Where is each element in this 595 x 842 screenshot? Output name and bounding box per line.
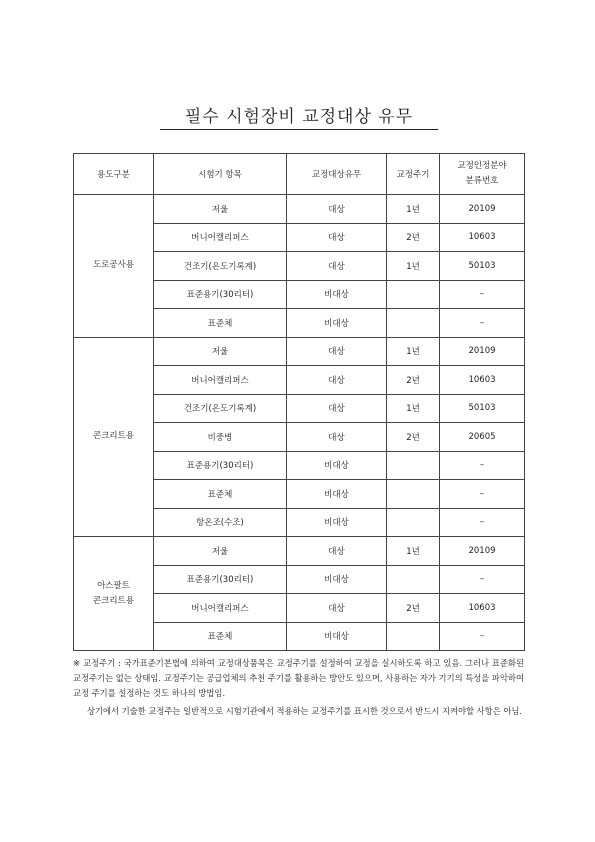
cell-period: 1년 xyxy=(387,337,440,366)
cell-code: 20109 xyxy=(440,195,525,224)
cell-target: 대상 xyxy=(287,537,387,566)
cell-item: 버니어캘리퍼스 xyxy=(154,594,287,623)
cell-period xyxy=(387,565,440,594)
cell-target: 대상 xyxy=(287,223,387,252)
cell-period xyxy=(387,622,440,651)
cell-item: 표준용기(30리터) xyxy=(154,280,287,309)
cell-code: – xyxy=(440,508,525,537)
cell-item: 표준체 xyxy=(154,622,287,651)
cell-code: – xyxy=(440,280,525,309)
table-row xyxy=(74,195,525,224)
header-period: 교정주기 xyxy=(387,154,440,195)
cell-item: 표준체 xyxy=(154,309,287,338)
note-disclaimer: 상기에서 기술한 교정주는 일반적으로 시험기관에서 적용하는 교정주기를 표시한 것으로서 반드시 지켜야할 사항은 아님. xyxy=(87,705,523,716)
cell-usage: 도로공사용 xyxy=(74,195,154,338)
cell-period xyxy=(387,508,440,537)
cell-item: 건조기(온도기록계) xyxy=(154,252,287,281)
cell-item: 표준체 xyxy=(154,480,287,509)
cell-code: – xyxy=(440,565,525,594)
cell-period xyxy=(387,309,440,338)
cell-code: 10603 xyxy=(440,223,525,252)
cell-code: – xyxy=(440,451,525,480)
cell-code: – xyxy=(440,309,525,338)
calibration-table xyxy=(73,153,525,651)
cell-item: 항온조(수조) xyxy=(154,508,287,537)
cell-target: 비대상 xyxy=(287,622,387,651)
cell-item: 저울 xyxy=(154,337,287,366)
table-header-row xyxy=(74,154,525,195)
cell-period: 1년 xyxy=(387,394,440,423)
cell-period: 2년 xyxy=(387,423,440,452)
notes xyxy=(73,656,524,719)
cell-target: 대상 xyxy=(287,195,387,224)
cell-item: 건조기(온도기록계) xyxy=(154,394,287,423)
cell-code: 20605 xyxy=(440,423,525,452)
cell-item: 표준용기(30리터) xyxy=(154,451,287,480)
cell-target: 대상 xyxy=(287,594,387,623)
cell-period: 1년 xyxy=(387,195,440,224)
cell-target: 대상 xyxy=(287,423,387,452)
cell-item: 표준용기(30리터) xyxy=(154,565,287,594)
cell-period: 1년 xyxy=(387,537,440,566)
cell-period: 1년 xyxy=(387,252,440,281)
cell-item: 저울 xyxy=(154,195,287,224)
table-row xyxy=(74,537,525,566)
cell-target: 비대상 xyxy=(287,565,387,594)
cell-target: 대상 xyxy=(287,394,387,423)
header-code: 교정인정분야 분류번호 xyxy=(440,154,525,195)
cell-period: 2년 xyxy=(387,223,440,252)
cell-target: 대상 xyxy=(287,366,387,395)
header-item: 시험기 항목 xyxy=(154,154,287,195)
cell-item: 버니어캘리퍼스 xyxy=(154,366,287,395)
cell-period xyxy=(387,280,440,309)
cell-usage: 아스팔트 콘크리트용 xyxy=(74,537,154,651)
cell-period xyxy=(387,451,440,480)
cell-period xyxy=(387,480,440,509)
cell-code: 10603 xyxy=(440,366,525,395)
header-usage: 용도구분 xyxy=(74,154,154,195)
cell-target: 비대상 xyxy=(287,480,387,509)
cell-target: 비대상 xyxy=(287,280,387,309)
title-underline xyxy=(160,129,438,130)
cell-usage: 콘크리트용 xyxy=(74,337,154,537)
cell-target: 비대상 xyxy=(287,508,387,537)
cell-target: 대상 xyxy=(287,337,387,366)
cell-period: 2년 xyxy=(387,594,440,623)
note-calibration-period: ※ 교정주기 : 국가표준기본법에 의하여 교정대상품목은 교정주기를 설정하여 교정을 실시하도록 하고 있음. 그러나 표준화된 교정주기는 없는 상태임. 교정주기는 공급업체의 추천 주기를 활용하는 방안도 있으며, 사용하는 자가 기기의 특성을 파악하여 교정 주기를 설정하는 것도 하나의 방법임. xyxy=(73,658,524,699)
cell-code: 50103 xyxy=(440,252,525,281)
cell-code: 50103 xyxy=(440,394,525,423)
cell-item: 버니어캘리퍼스 xyxy=(154,223,287,252)
cell-code: 10603 xyxy=(440,594,525,623)
cell-code: 20109 xyxy=(440,537,525,566)
cell-code: – xyxy=(440,480,525,509)
page-title: 필수 시험장비 교정대상 유무 xyxy=(184,107,414,127)
cell-period: 2년 xyxy=(387,366,440,395)
cell-target: 비대상 xyxy=(287,309,387,338)
table-body xyxy=(74,195,525,651)
cell-target: 대상 xyxy=(287,252,387,281)
header-target: 교정대상유무 xyxy=(287,154,387,195)
cell-item: 저울 xyxy=(154,537,287,566)
cell-item: 비중병 xyxy=(154,423,287,452)
cell-code: 20109 xyxy=(440,337,525,366)
cell-code: – xyxy=(440,622,525,651)
table-row xyxy=(74,337,525,366)
cell-target: 비대상 xyxy=(287,451,387,480)
